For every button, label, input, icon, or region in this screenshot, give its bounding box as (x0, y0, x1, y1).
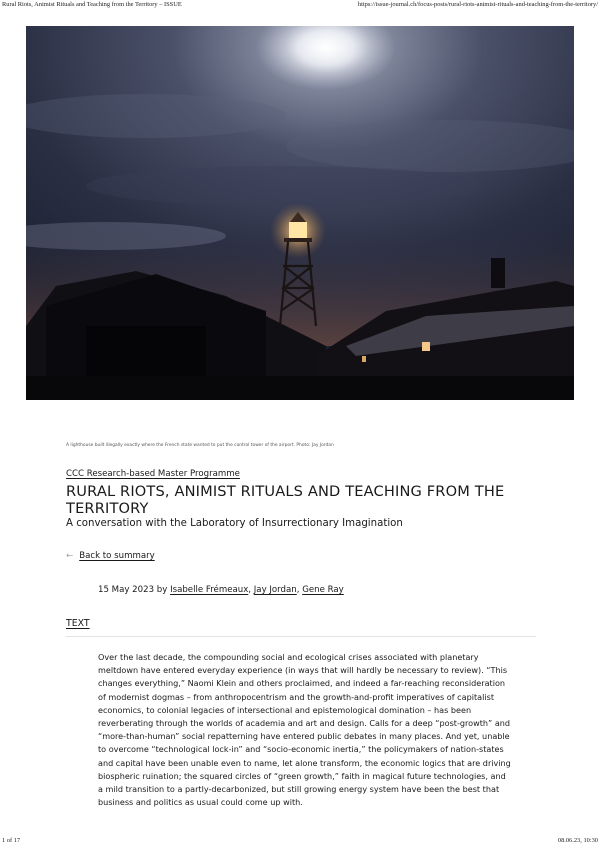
body-line: “more-than-human” social repatterning have entered public debates in many places. And yet, unable (98, 731, 510, 742)
hero-image (26, 26, 574, 400)
body-line: changes everything,” Naomi Klein and others proclaimed, and indeed a far-reaching reconsideration (98, 678, 506, 689)
page-counter: 1 of 17 (2, 837, 21, 844)
body-line: economics, to colonial legacies of intersectional and epistemological domination – has been (98, 704, 472, 715)
programme-link[interactable]: CCC Research-based Master Programme (66, 469, 240, 479)
byline-by: by (156, 585, 168, 595)
tab-text[interactable]: TEXT (66, 618, 90, 629)
byline (98, 585, 344, 595)
body-line: business and politics as usual could come up with. (98, 797, 303, 808)
lighthouse-photo (26, 26, 574, 400)
author-separator: , (248, 585, 254, 595)
section-divider (66, 636, 536, 637)
author-link[interactable]: Isabelle Frémeaux (170, 585, 249, 595)
author-separator: , (296, 585, 303, 595)
back-to-summary-label: Back to summary (79, 551, 155, 561)
print-header-url: https://issue-journal.ch/focus-posts/rural-riots-animist-rituals-and-teaching-from-the-territory/ (357, 1, 598, 8)
print-footer (2, 837, 598, 847)
article-title: RURAL RIOTS, ANIMIST RITUALS AND TEACHING FROM THE TERRITORY (66, 483, 505, 517)
article-subtitle: A conversation with the Laboratory of Insurrectionary Imagination (66, 518, 403, 529)
print-header (2, 1, 598, 11)
body-line: to overcome “technological lock-in” and “socio-economic inertia,” the policymakers of nation-states (98, 744, 504, 755)
print-header-title: Rural Riots, Animist Rituals and Teaching from the Territory – ISSUE (2, 1, 182, 8)
publication-date: 15 May 2023 (98, 585, 155, 595)
article-body (98, 651, 534, 809)
back-to-summary-link[interactable] (66, 551, 155, 561)
print-timestamp: 08.06.23, 10:30 (557, 837, 598, 844)
body-line: of modernist dogmas – from anthropocentrism and the growth-and-profit imperatives of capitalist (98, 691, 494, 702)
body-line: meltdown have entered everyday experience (in ways that will hardly be necessary to review). “This (98, 665, 508, 676)
body-line: biospheric ruination; the squared circles of “green growth,” faith in magical future technologies, and (98, 770, 506, 781)
body-line: and capital have been unable even to name, let alone transform, the economic logics that are driving (98, 757, 511, 768)
body-line: Over the last decade, the compounding social and ecological crises associated with planetary (98, 652, 479, 662)
body-line: a mild transition to a partly-decarbonized, but still growing energy system have been the best that (98, 784, 500, 795)
arrow-left-icon: ← (66, 551, 74, 561)
author-link[interactable]: Gene Ray (302, 585, 344, 595)
author-link[interactable]: Jay Jordan (253, 585, 297, 595)
hero-caption: A lighthouse built illegally exactly where the French state wanted to put the control tower of the airport. Photo: Jay Jordan (66, 443, 334, 448)
body-line: reverberating through the worlds of academia and art and design. Calls for a deep “post-growth” and (98, 718, 511, 729)
